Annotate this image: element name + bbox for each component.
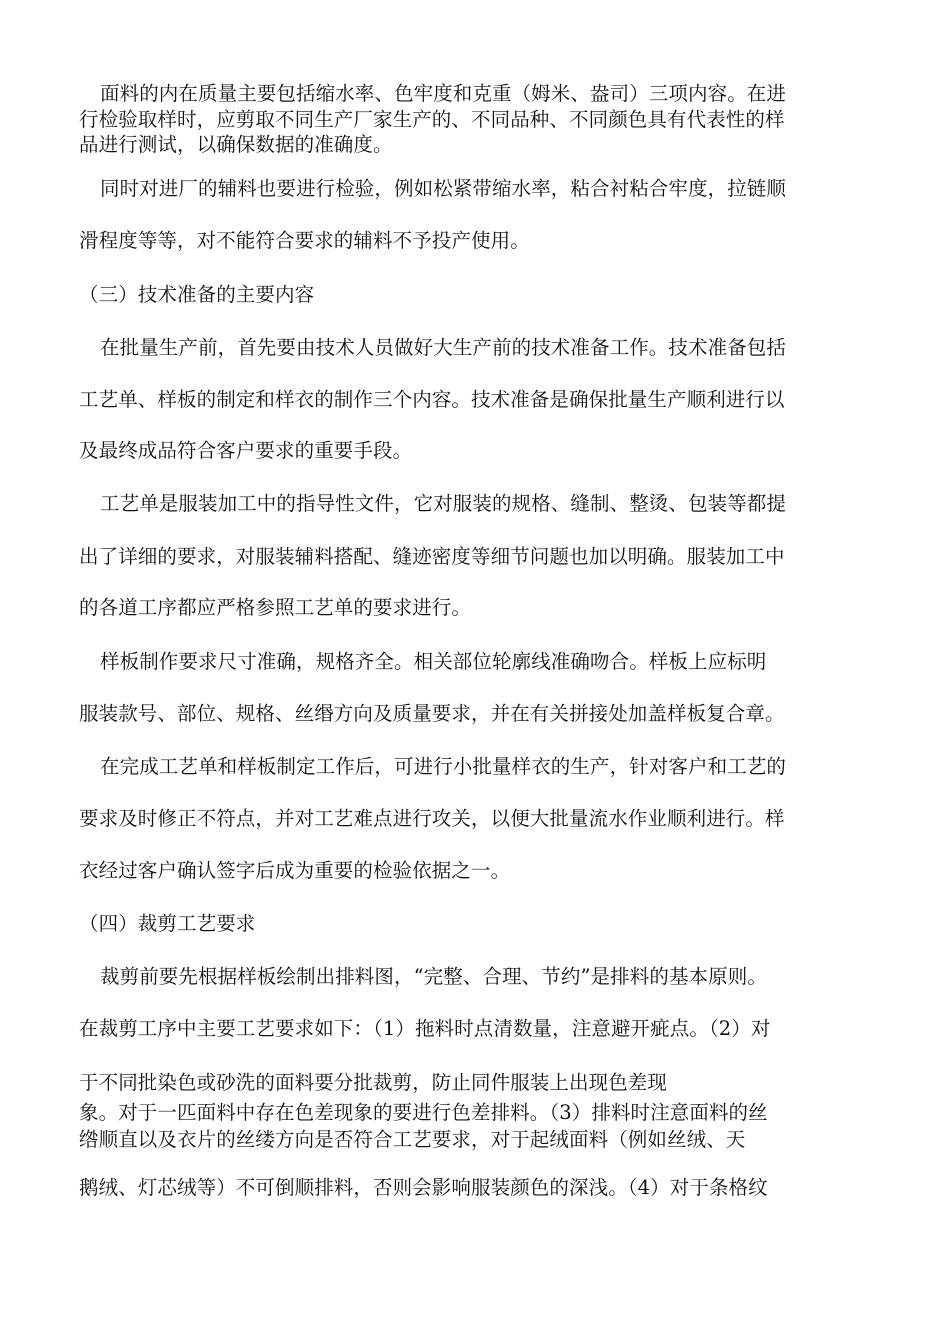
text-line: 同时对进厂的辅料也要进行检验，例如松紧带缩水率，粘合衬粘合牢度，拉链顺 <box>100 177 787 200</box>
text-line: 面料的内在质量主要包括缩水率、色牢度和克重（姆米、盎司）三项内容。在进 <box>100 82 787 105</box>
text-line: 工艺单、样板的制定和样衣的制作三个内容。技术准备是确保批量生产顺利进行以 <box>79 388 785 411</box>
text-line: 行检验取样时，应剪取不同生产厂家生产的、不同品种、不同颜色具有代表性的样 <box>79 108 785 131</box>
text-line: 在裁剪工序中主要工艺要求如下：（1）拖料时点清数量，注意避开疵点。（2）对 <box>79 1017 771 1040</box>
text-line: 服装款号、部位、规格、丝缗方向及质量要求，并在有关拼接处加盖样板复合章。 <box>79 702 785 725</box>
section-heading: （三）技术准备的主要内容 <box>79 283 315 306</box>
text-line: 衣经过客户确认签字后成为重要的检验依据之一。 <box>79 859 511 882</box>
text-line: 在完成工艺单和样板制定工作后，可进行小批量样衣的生产，针对客户和工艺的 <box>100 755 787 778</box>
text-line: 工艺单是服装加工中的指导性文件，它对服装的规格、缝制、整烫、包装等都提 <box>100 492 787 515</box>
section-heading: （四）裁剪工艺要求 <box>79 912 256 935</box>
text-line: 出了详细的要求，对服装辅料搭配、缝迹密度等细节问题也加以明确。服装加工中 <box>79 545 785 568</box>
text-line: 于不同批染色或砂洗的面料要分批裁剪，防止同件服装上出现色差现 <box>79 1071 668 1094</box>
text-line: 要求及时修正不符点，并对工艺难点进行攻关，以便大批量流水作业顺利进行。样 <box>79 807 785 830</box>
text-line: 在批量生产前，首先要由技术人员做好大生产前的技术准备工作。技术准备包括 <box>100 336 787 359</box>
text-line: 象。对于一匹面料中存在色差现象的要进行色差排料。（3）排料时注意面料的丝 <box>79 1101 768 1124</box>
text-line: 滑程度等等，对不能符合要求的辅料不予投产使用。 <box>79 229 530 252</box>
text-line: 鹅绒、灯芯绒等）不可倒顺排料，否则会影响服装颜色的深浅。（4）对于条格纹 <box>79 1176 768 1199</box>
text-line: 样板制作要求尺寸准确，规格齐全。相关部位轮廓线准确吻合。样板上应标明 <box>100 650 767 673</box>
text-line: 裁剪前要先根据样板绘制出排料图，“完整、合理、节约”是排料的基本原则。 <box>100 965 767 988</box>
text-line: 品进行测试，以确保数据的准确度。 <box>79 133 393 156</box>
text-line: 及最终成品符合客户要求的重要手段。 <box>79 439 413 462</box>
text-line: 绺顺直以及衣片的丝缕方向是否符合工艺要求，对于起绒面料（例如丝绒、天 <box>79 1128 746 1151</box>
text-line: 的各道工序都应严格参照工艺单的要求进行。 <box>79 596 472 619</box>
